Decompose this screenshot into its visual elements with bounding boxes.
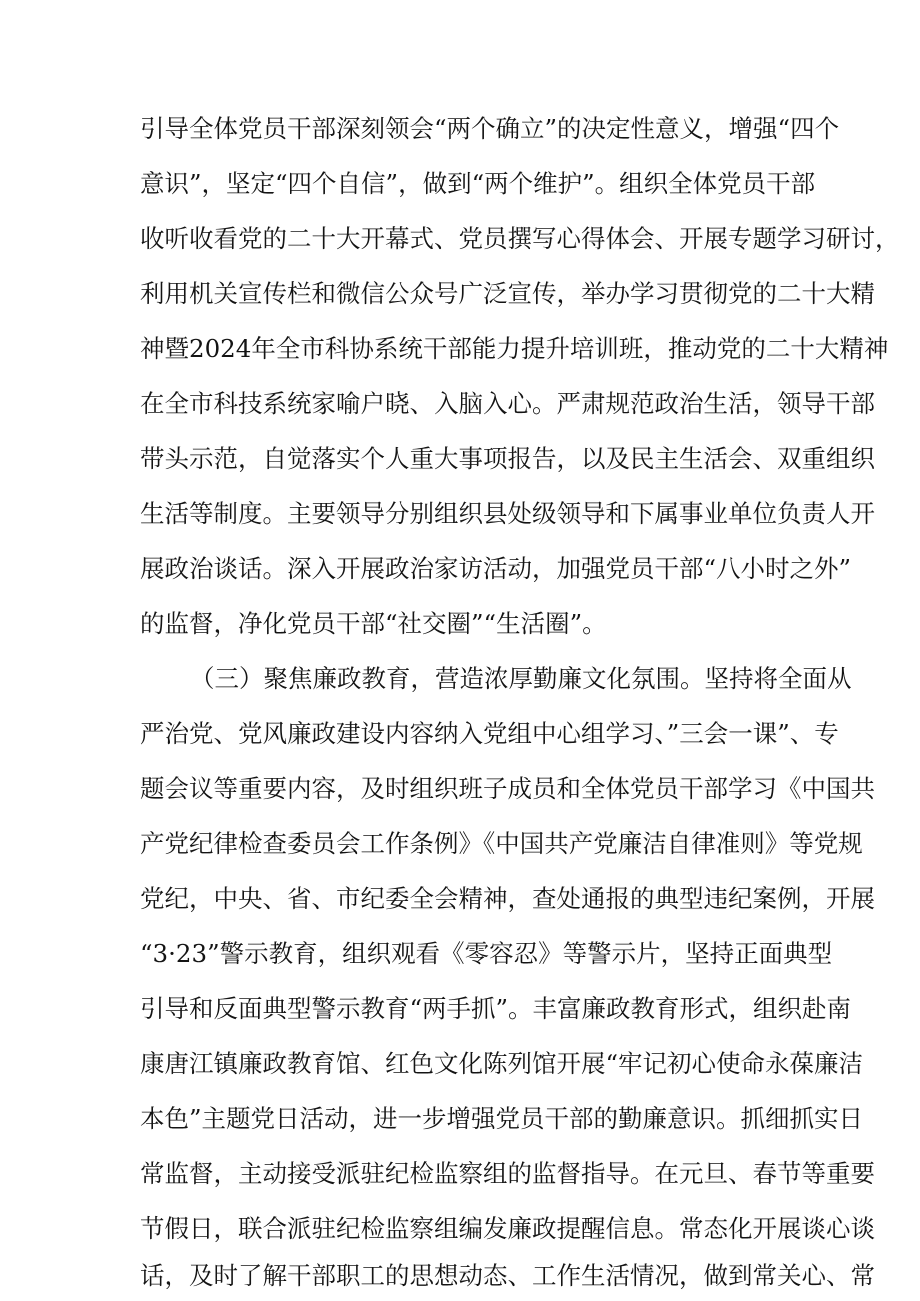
text-line: 节假日，联合派驻纪检监察组编发廉政提醒信息。常态化开展谈心谈: [140, 1214, 875, 1243]
text-line: 常监督，主动接受派驻纪检监察组的监督指导。在元旦、春节等重要: [140, 1159, 875, 1188]
text-line: 利用机关宣传栏和微信公众号广泛宣传，举办学习贯彻党的二十大精: [140, 279, 875, 308]
text-line: 带头示范，自觉落实个人重大事项报告，以及民主生活会、双重组织: [140, 444, 875, 473]
text-line: 题会议等重要内容，及时组织班子成员和全体党员干部学习《中国共: [140, 774, 875, 803]
text-line: 引导和反面典型警示教育“两手抓”。丰富廉政教育形式，组织赴南: [140, 994, 852, 1023]
text-line: 在全市科技系统家喻户晓、入脑入心。严肃规范政治生活，领导干部: [140, 389, 875, 418]
text-line: 引导全体党员干部深刻领会“两个确立”的决定性意义，增强“四个: [140, 114, 840, 143]
text-line: 展政治谈话。深入开展政治家访活动，加强党员干部“八小时之外”: [140, 554, 852, 583]
text-line: 严治党、党风廉政建设内容纳入党组中心组学习、”三会一课”、专: [140, 719, 839, 748]
text-line: 生活等制度。主要领导分别组织县处级领导和下属事业单位负责人开: [140, 499, 875, 528]
text-line: 产党纪律检查委员会工作条例》《中国共产党廉洁自律准则》等党规: [140, 829, 863, 858]
text-line: 话，及时了解干部职工的思想动态、工作生活情况，做到常关心、常: [140, 1261, 875, 1290]
text-line: 意识”，坚定“四个自信”，做到“两个维护”。组织全体党员干部: [140, 169, 816, 198]
section-heading-line: （三）聚焦廉政教育，营造浓厚勤廉文化氛围。坚持将全面从: [190, 664, 852, 693]
text-line: 神暨2024年全市科协系统干部能力提升培训班，推动党的二十大精神: [140, 334, 889, 363]
text-line: 康唐江镇廉政教育馆、红色文化陈列馆开展“牢记初心使命永葆廉洁: [140, 1049, 864, 1078]
text-line: 的监督，净化党员干部“社交圈”“生活圈”。: [140, 609, 607, 638]
text-line: 收听收看党的二十大开幕式、党员撰写心得体会、开展专题学习研讨，: [140, 224, 900, 253]
text-line: 本色”主题党日活动，进一步增强党员干部的勤廉意识。抓细抓实日: [140, 1104, 864, 1133]
text-line: 党纪，中央、省、市纪委全会精神，查处通报的典型违纪案例，开展: [140, 884, 875, 913]
text-line: “3·23”警示教育，组织观看《零容忍》等警示片，坚持正面典型: [140, 939, 833, 968]
